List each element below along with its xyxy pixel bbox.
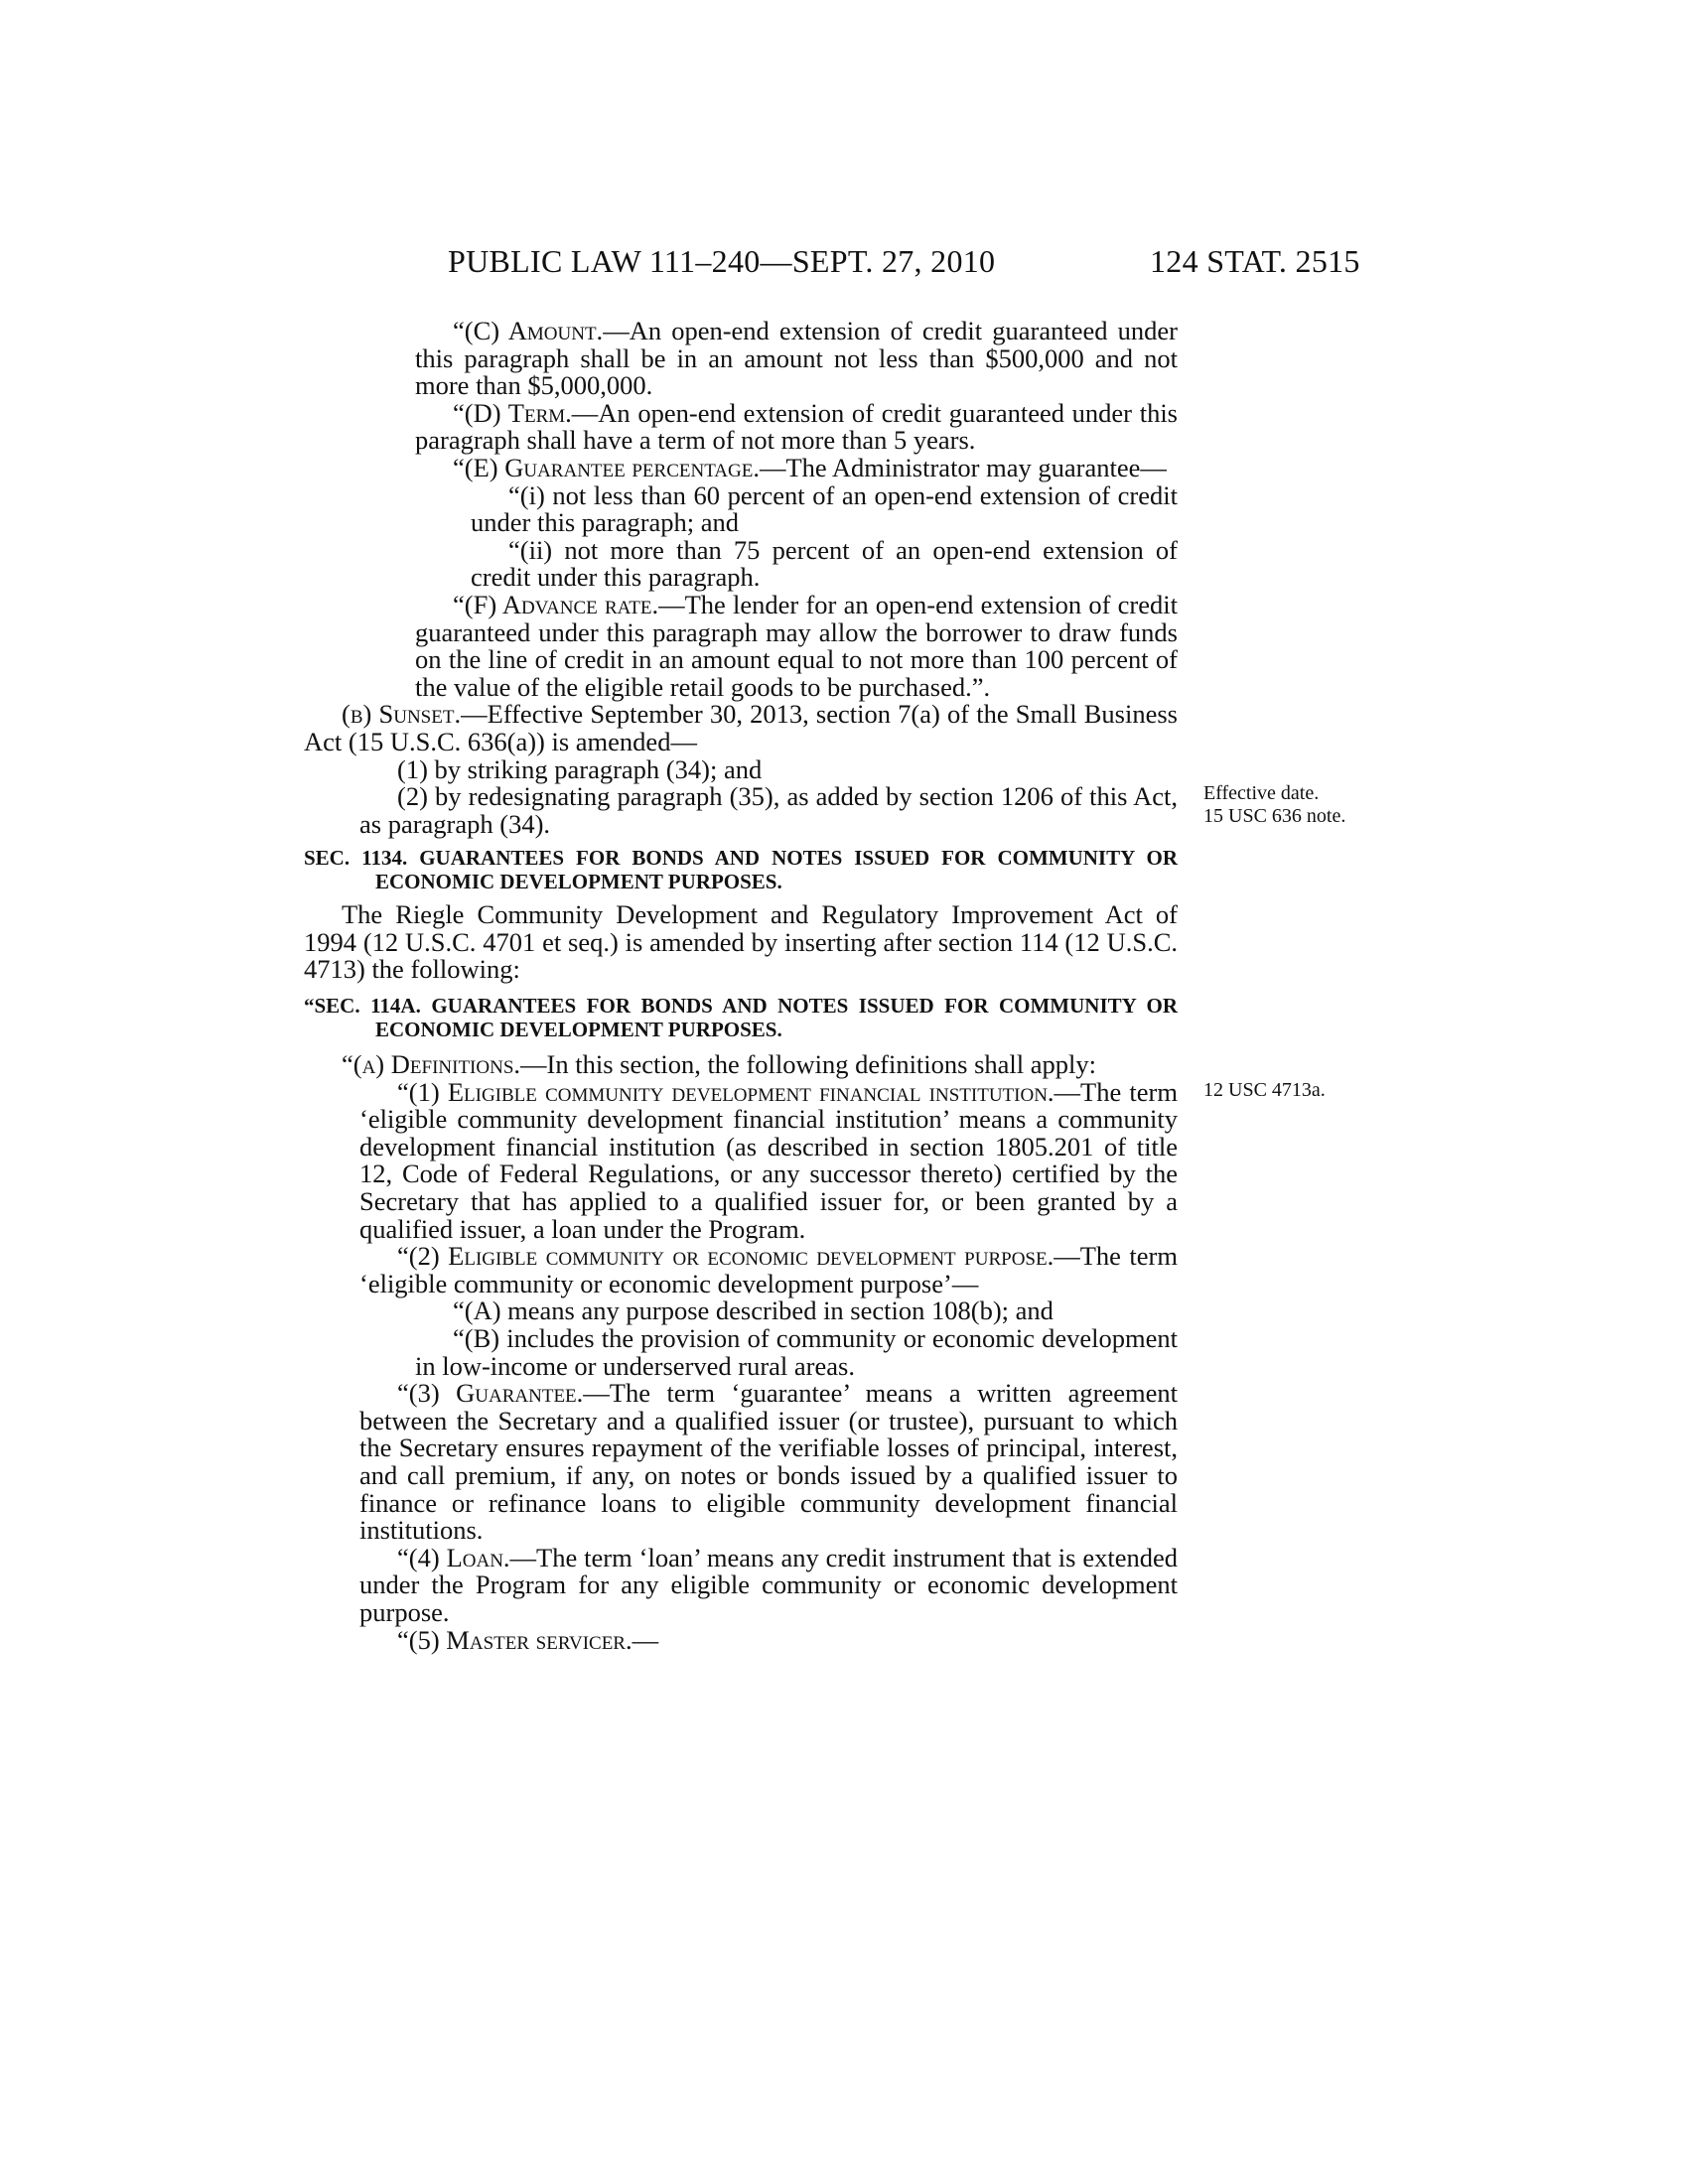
definition-2-heading: “(2) Eligible community or economic development purpose. <box>397 1241 1055 1272</box>
definition-3 <box>359 1380 1178 1545</box>
definition-3-text: —The term ‘guarantee’ means a written agreement between the Secretary and a qualified issuer (or trustee), pursuant to which the Secretary ensures repayment of the verifiable losses of principal, interest, and call premium, if any, on notes or bonds issued by a qualified issuer to finance or refinance loans to eligible community development financial institutions. <box>359 1378 1178 1546</box>
page-body <box>304 318 1178 1654</box>
definition-3-heading: “(3) Guarantee. <box>397 1378 584 1409</box>
para-a-definitions <box>304 1051 1178 1079</box>
para-b-sunset-heading: (b) Sunset. <box>342 699 462 730</box>
para-e-ii: “(ii) not more than 75 percent of an open-end extension of credit under this paragraph. <box>471 534 1178 593</box>
margin-note-12-usc-4713a: 12 USC 4713a. <box>1203 1079 1326 1101</box>
para-c-amount <box>415 318 1178 400</box>
para-b-1: (1) by striking paragraph (34); and <box>397 753 763 784</box>
para-d-term-text: —An open-end extension of credit guaranteed under this paragraph shall have a term of not more than 5 years. <box>415 397 1178 456</box>
para-e-i: “(i) not less than 60 percent of an open-end extension of credit under this paragraph; and <box>471 479 1178 538</box>
definition-2-text: —The term ‘eligible community or economic development purpose’— <box>359 1241 1178 1298</box>
definition-2 <box>359 1243 1178 1297</box>
definition-4 <box>359 1542 1178 1627</box>
running-header-stat: 124 STAT. 2515 <box>1150 243 1360 279</box>
margin-note-15-usc-636: 15 USC 636 note. <box>1203 805 1346 827</box>
definition-2-a: “(A) means any purpose described in section 108(b); and <box>453 1296 1054 1326</box>
section-114a-heading: “SEC. 114A. GUARANTEES FOR BONDS AND NOTES ISSUED FOR COMMUNITY OR ECONOMIC DEVELOPMENT PURPOSES. <box>304 994 1178 1042</box>
para-e-text: —The Administrator may guarantee— <box>759 452 1167 482</box>
para-a-definitions-heading: “(a) Definitions. <box>342 1049 521 1080</box>
para-f-advance-rate <box>415 589 1178 702</box>
para-f-heading: “(F) Advance rate. <box>453 589 659 619</box>
para-a-definitions-text: —In this section, the following definitions shall apply: <box>520 1049 1097 1080</box>
para-e-heading: “(E) Guarantee percentage. <box>453 452 760 482</box>
definition-1 <box>359 1076 1178 1244</box>
para-d-term <box>415 397 1178 456</box>
para-b-2: (2) by redesignating paragraph (35), as added by section 1206 of this Act, as paragraph (34). <box>359 781 1178 839</box>
definition-2-b: “(B) includes the provision of community or economic development in low-income or underserved rural areas. <box>415 1323 1178 1381</box>
para-b-sunset-text: —Effective September 30, 2013, section 7(a) of the Small Business Act (15 U.S.C. 636(a)) is amended— <box>304 699 1178 756</box>
definition-5-heading: “(5) Master servicer. <box>397 1624 633 1655</box>
para-c-amount-heading: “(C) Amount. <box>453 316 604 345</box>
para-e-guarantee-percentage <box>415 452 1178 482</box>
para-f-text: —The lender for an open-end extension of credit guaranteed under this paragraph may allow the borrower to draw funds on the line of credit in an amount equal to not more than 100 percent of the value of the eligible retail goods to be purchased.”. <box>415 589 1178 702</box>
definition-4-heading: “(4) Loan. <box>397 1542 510 1572</box>
definition-1-heading: “(1) Eligible community development financial institution. <box>397 1076 1055 1107</box>
para-riegle-act: The Riegle Community Development and Regulatory Improvement Act of 1994 (12 U.S.C. 4701 et seq.) is amended by inserting after section 114 (12 U.S.C. 4713) the following: <box>304 899 1178 985</box>
section-1134-heading: SEC. 1134. GUARANTEES FOR BONDS AND NOTES ISSUED FOR COMMUNITY OR ECONOMIC DEVELOPMENT PURPOSES. <box>304 846 1178 894</box>
definition-4-text: —The term ‘loan’ means any credit instrument that is extended under the Program for any eligible community or economic development purpose. <box>359 1542 1178 1627</box>
margin-note-effective-date: Effective date. <box>1203 782 1320 804</box>
definition-5 <box>359 1624 1178 1655</box>
definition-5-text: — <box>632 1624 659 1655</box>
definition-1-text: —The term ‘eligible community development financial institution’ means a community development financial institution (as described in section 1805.201 of title 12, Code of Federal Regulations, or any successor thereto) certified by the Secretary that has applied to a qualified issuer for, or been granted by a qualified issuer, a loan under the Program. <box>359 1076 1178 1244</box>
para-d-term-heading: “(D) Term. <box>453 397 572 428</box>
para-c-amount-text: —An open-end extension of credit guaranteed under this paragraph shall be in an amount not less than $500,000 and not more than $5,000,000. <box>415 316 1178 401</box>
running-header-title: PUBLIC LAW 111–240—SEPT. 27, 2010 <box>448 243 996 279</box>
para-b-sunset <box>304 701 1178 755</box>
